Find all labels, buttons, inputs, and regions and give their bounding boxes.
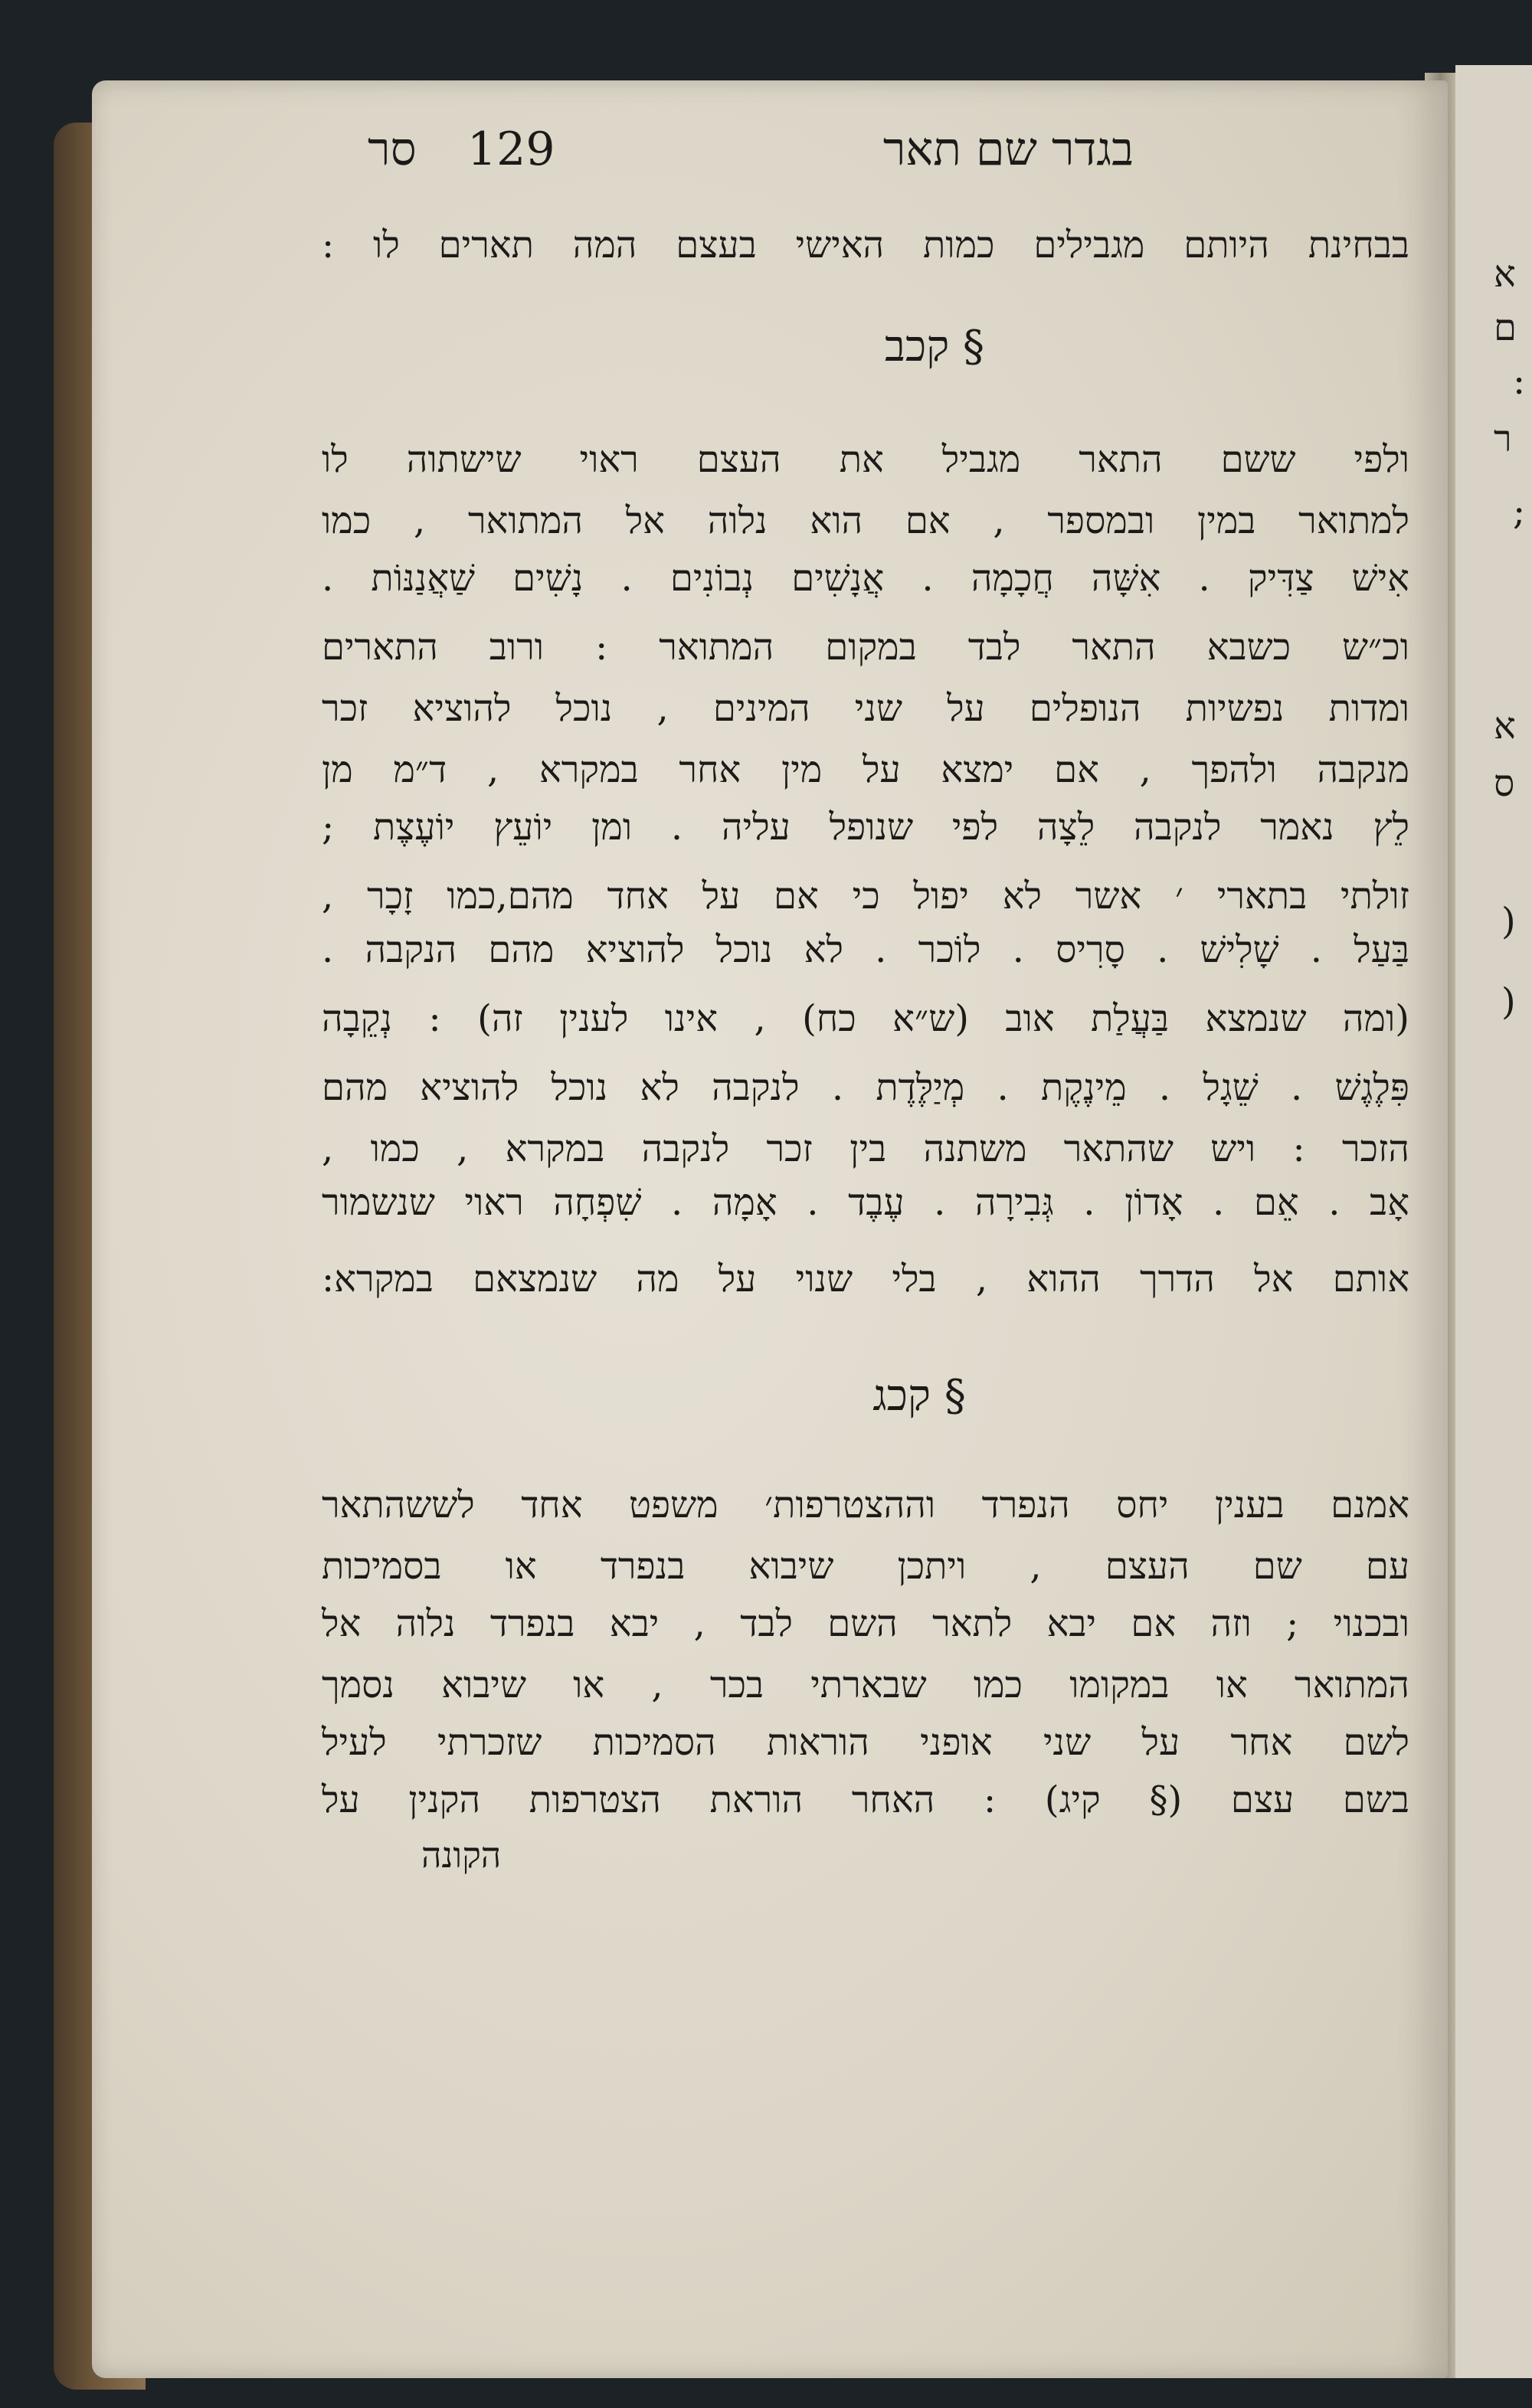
text-line: עם שם העצם , ויתכן שיבוא בנפרד או בסמיכות bbox=[322, 1545, 1409, 1588]
facing-page-fragment: ם bbox=[1494, 306, 1517, 349]
facing-page-fragment: א bbox=[1494, 253, 1516, 296]
text-line: ובכנוי ; וזה אם יבא לתאר השם לבד , יבא בנפרד נלוה אל bbox=[322, 1602, 1409, 1645]
text-line: לשם אחר על שני אופני הוראות הסמיכות שזכרתי לעיל bbox=[322, 1721, 1409, 1764]
text-line: המתואר או במקומו כמו שבארתי בכר , או שיבוא נסמך bbox=[322, 1664, 1410, 1706]
facing-page-fragment: ; bbox=[1513, 490, 1526, 533]
section-heading-122: § קכב bbox=[884, 322, 985, 371]
text-line: בשם עצם (§ קיג) : האחר הוראת הצטרפות הקנין על bbox=[322, 1778, 1409, 1821]
text-line: וכ״ש כשבא התאר לבד במקום המתואר : ורוב התארים bbox=[322, 626, 1409, 669]
text-line: זולתי בתארי ׳ אשר לא יפול כי אם על אחד מהם,כמו זָכָר , bbox=[322, 875, 1409, 918]
text-line: אָב . אֵם . אָדוֹן . גְּבִירָה . עֶבֶד . אָמָה . שִׁפְחָה ראוי שנשמור bbox=[322, 1181, 1409, 1224]
book-page bbox=[92, 80, 1448, 2378]
text-line: פִּלֶגֶשׁ . שֵׁגָל . מֵינֶקֶת . מְיַלֶּדֶת . לנקבה לא נוכל להוציא מהם bbox=[322, 1066, 1409, 1109]
page-header bbox=[368, 123, 1134, 184]
text-line: הזכר : ויש שהתאר משתנה בין זכר לנקבה במקרא , כמו , bbox=[322, 1127, 1409, 1170]
facing-page-fragment: ) bbox=[1501, 900, 1516, 943]
facing-page-fragment: : bbox=[1513, 360, 1526, 403]
text-line: בַּעַל . שָׁלִישׁ . סָרִיס . לוֹכר . לא נוכל להוציא מהם הנקבה . bbox=[322, 928, 1409, 971]
text-line: (ומה שנמצא בַּעֲלַת אוב (ש״א כח) , אינו לענין זה) : נְקֵבָה bbox=[322, 997, 1409, 1040]
text-line: מנקבה ולהפך , אם ימצא על מין אחר במקרא , ד״מ מן bbox=[322, 748, 1409, 791]
section-abbreviation: סר bbox=[368, 123, 417, 176]
text-line: ומדות נפשיות הנופלים על שני המינים , נוכל להוציא זכר bbox=[322, 687, 1409, 730]
text-line: למתואר במין ובמספר , אם הוא נלוה אל המתואר , כמו bbox=[322, 499, 1409, 542]
text-line: אִישׁ צַדִּיק . אִשָּׁה חֲכָמָה . אֲנָשִׁים נְבוֹנִים . נָשִׁים שַׁאֲנַנּוֹת . bbox=[322, 557, 1409, 600]
text-line: בבחינת היותם מגבילים כמות האישי בעצם המה תארים לו : bbox=[322, 224, 1409, 267]
page-number: 129 bbox=[467, 123, 555, 176]
facing-page-fragment: א bbox=[1494, 705, 1516, 748]
text-line: ולפי ששם התאר מגביל את העצם ראוי שישתוה לו bbox=[322, 438, 1409, 481]
section-heading-123: § קכג bbox=[872, 1371, 966, 1421]
text-line: אותם אל הדרך ההוא , בלי שנוי על מה שנמצאם במקרא: bbox=[322, 1258, 1409, 1301]
catchword: הקונה bbox=[421, 1834, 502, 1876]
text-line: לֵץ נאמר לנקבה לֵצָה לפי שנופל עליה . ומן יוֹעֵץ יוֹעֶצֶת ; bbox=[322, 806, 1409, 849]
facing-page-fragment: ר bbox=[1494, 417, 1512, 460]
running-title: בגדר שם תאר bbox=[882, 123, 1134, 176]
text-line: אמנם בענין יחס הנפרד וההצטרפות׳ משפט אחד לששהתאר bbox=[322, 1484, 1409, 1526]
facing-page bbox=[1455, 65, 1532, 2378]
facing-page-fragment: ס bbox=[1494, 762, 1515, 805]
facing-page-fragment: ) bbox=[1501, 980, 1516, 1023]
